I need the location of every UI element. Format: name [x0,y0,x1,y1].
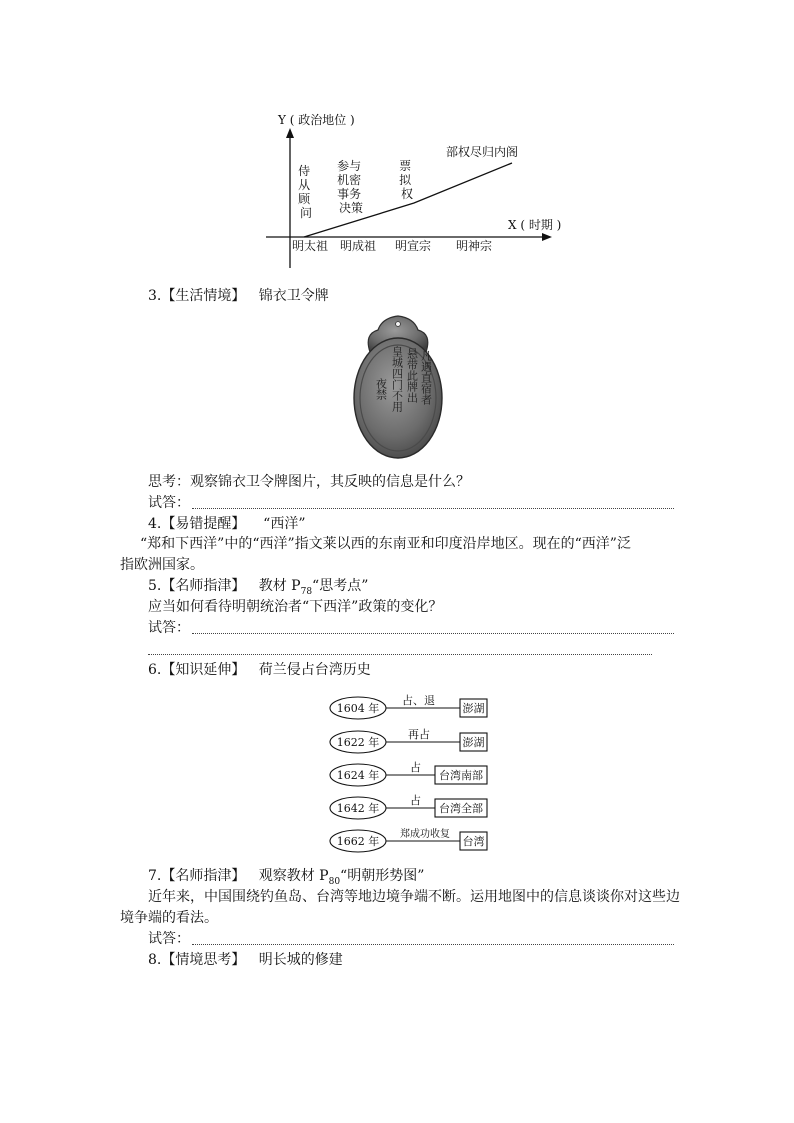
x-axis-arrow [542,233,552,241]
inscription-line: 皇城四门不用 [390,346,404,412]
stage-line: 侍 [298,164,311,178]
stage-label-s4: 部权尽归内阁 [446,145,519,159]
timeline-year: 1662 年 [336,835,380,848]
section-3-heading [148,287,329,305]
stage-line: 问 [299,206,313,220]
timeline-action: 郑成功收复 [400,829,450,840]
stage-line: 拟 [399,173,412,187]
section-title-suffix: “思考点” [312,578,369,594]
section-tag: 【知识延伸】 [161,662,246,678]
x-tick-label: 明神宗 [456,239,493,253]
x-axis-label: X ( 时期 ) [508,218,562,232]
stage-line: 票 [399,159,412,173]
question-3: 思考：观察锦衣卫令牌图片，其反映的信息是什么？ [148,474,470,490]
note-4-line-1: “郑和下西洋”中的“西洋”指文莱以西的东南亚和印度沿岸地区。现在的“西洋”泛 [140,536,631,552]
section-6-heading [148,661,371,679]
section-title: 明长城的修建 [258,952,343,968]
stage-line: 从 [298,178,311,192]
inscription-line: 凡遇直宿者 [419,350,433,405]
x-tick-label: 明太祖 [292,239,329,253]
section-number: 6. [148,662,162,678]
note-4-line-2: 指欧洲国家。 [120,557,204,573]
section-tag: 【生活情境】 [161,288,246,304]
inscription-line: 夜禁 [374,378,388,400]
section-title: “西洋” [263,516,306,532]
section-number: 4. [148,516,162,532]
stage-label-s2 [337,159,365,215]
timeline-year: 1642 年 [336,802,380,815]
section-number: 3. [148,288,162,304]
timeline-action: 占 [410,761,421,774]
stage-line: 权 [400,187,414,201]
answer-line-3[interactable] [192,508,674,509]
answer-label-7: 试答： [148,931,190,947]
section-title: 锦衣卫令牌 [258,288,329,304]
section-4-heading [148,515,306,533]
status-line-chart [0,0,794,290]
stage-line: 机密 [337,173,362,187]
stage-line: 参与 [337,159,362,173]
timeline-place: 台湾南部 [439,769,483,782]
section-tag: 【情境思考】 [161,952,246,968]
question-7-line-2: 境争端的看法。 [120,910,218,926]
inscription-line: 悬带此牌出 [405,348,419,403]
page-subscript: 78 [300,586,313,597]
timeline-action: 再占 [408,728,430,741]
section-number: 7. [148,868,162,884]
section-tag: 【易错提醒】 [161,516,246,532]
y-axis-arrow [286,128,294,138]
timeline-action: 占、退 [402,694,435,707]
timeline-year: 1604 年 [336,702,380,715]
page-subscript: 80 [328,876,341,887]
timeline-place: 台湾全部 [439,802,483,815]
stage-line: 事务 [337,187,362,201]
answer-label-3: 试答： [148,495,190,511]
x-tick-label: 明成祖 [340,239,377,253]
section-tag: 【名师指津】 [161,868,246,884]
dutch-taiwan-timeline [320,690,500,860]
section-tag: 【名师指津】 [161,578,246,594]
question-5: 应当如何看待明朝统治者“下西洋”政策的变化？ [148,599,443,615]
section-title: 观察教材 P [258,868,329,884]
stage-line: 决策 [338,201,364,215]
section-title: 教材 P [258,578,301,594]
answer-line-5b[interactable] [148,654,652,655]
stage-line: 顾 [298,192,311,206]
section-8-heading [148,951,343,969]
answer-line-7[interactable] [192,944,674,945]
section-number: 5. [148,578,162,594]
jinyiwei-token-image [352,312,444,462]
timeline-year: 1622 年 [336,736,380,749]
section-title: 荷兰侵占台湾历史 [258,662,371,678]
stage-label-s1 [298,163,314,220]
section-number: 8. [148,952,162,968]
stage-label-s3 [399,159,415,201]
timeline-action: 占 [410,794,421,807]
question-7-line-1: 近年来，中国围绕钓鱼岛、台湾等地边境争端不断。运用地图中的信息谈谈你对这些边 [148,889,680,905]
answer-line-5a[interactable] [192,633,674,634]
section-title-suffix: “明朝形势图” [340,868,425,884]
timeline-place: 澎湖 [462,702,485,715]
timeline-year: 1624 年 [336,769,380,782]
timeline-place: 台湾 [462,835,485,848]
y-axis-label: Y ( 政治地位 ) [278,113,355,127]
timeline-place: 澎湖 [462,736,485,749]
token-hole-icon [396,322,401,327]
x-tick-label: 明宣宗 [395,239,432,253]
answer-label-5: 试答： [148,620,190,636]
